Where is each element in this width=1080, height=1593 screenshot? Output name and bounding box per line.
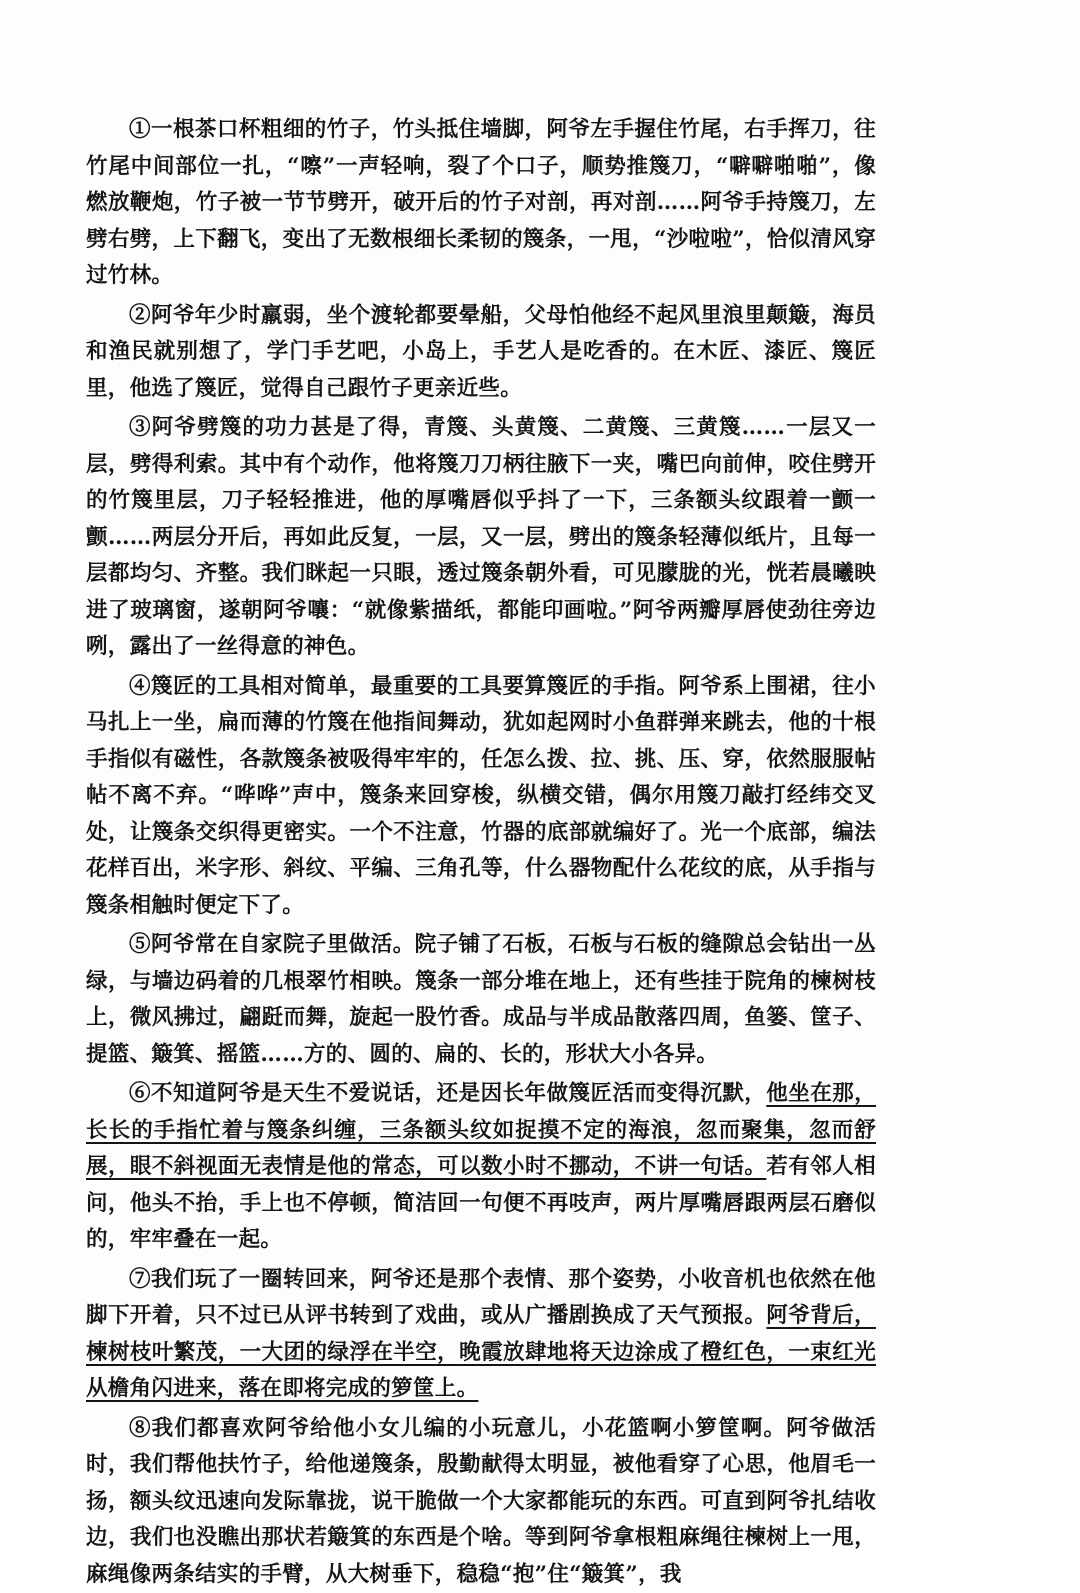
paragraph-7: [86, 1262, 876, 1408]
paragraph-4: [86, 669, 876, 925]
paragraph-5: [86, 927, 876, 1073]
paragraph-6: [86, 1076, 876, 1259]
paragraph-6-text-lead: ⑥不知道阿爷是天生不爱说话，还是因长年做篾匠活而变得沉默，: [129, 1081, 766, 1106]
paragraph-2: [86, 298, 876, 408]
paragraph-1: [86, 112, 876, 295]
paragraph-3: [86, 410, 876, 666]
article-body: [86, 112, 876, 1593]
paragraph-5-text: ⑤阿爷常在自家院子里做活。院子铺了石板，石板与石板的缝隙总会钻出一丛绿，与墙边码着的几根翠竹相映。篾条一部分堆在地上，还有些挂于院角的楝树枝上，微风拂过，翩跹而舞，旋起一股竹香。成品与半成品散落四周，鱼篓、筐子、提篮、簸箕、摇篮……方的、圆的、扁的、长的，形状大小各异。: [86, 932, 876, 1067]
paragraph-1-text: ①一根茶口杯粗细的竹子，竹头抵住墙脚，阿爷左手握住竹尾，右手挥刀，往竹尾中间部位一扎，“嚓”一声轻响，裂了个口子，顺势推篾刀，“噼噼啪啪”，像燃放鞭炮，竹子被一节节劈开，破开后的竹子对剖，再对剖……阿爷手持篾刀，左劈右劈，上下翻飞，变出了无数根细长柔韧的篾条，一甩，“沙啦啦”，恰似清风穿过竹林。: [86, 117, 876, 288]
paragraph-4-text: ④篾匠的工具相对简单，最重要的工具要算篾匠的手指。阿爷系上围裙，往小马扎上一坐，扁而薄的竹篾在他指间舞动，犹如起网时小鱼群弹来跳去，他的十根手指似有磁性，各款篾条被吸得牢牢的，任怎么拨、拉、挑、压、穿，依然服服帖帖不离不弃。“哗哗”声中，篾条来回穿梭，纵横交错，偶尔用篾刀敲打经纬交叉处，让篾条交织得更密实。一个不注意，竹器的底部就编好了。光一个底部，编法花样百出，米字形、斜纹、平编、三角孔等，什么器物配什么花纹的底，从手指与篾条相触时便定下了。: [86, 674, 876, 918]
paragraph-7-text-lead: ⑦我们玩了一圈转回来，阿爷还是那个表情、那个姿势，小收音机也依然在他脚下开着，只不过已从评书转到了戏曲，或从广播剧换成了天气预报。: [86, 1267, 876, 1329]
paragraph-6-text-tail: 若有邻人相问，他头不抬，手上也不停顿，简洁回一句便不再吱声，两片厚嘴唇跟两层石磨似的，牢牢叠在一起。: [86, 1154, 876, 1252]
paragraph-7-underlined-text: 阿爷背后，楝树枝叶繁茂，一大团的绿浮在半空，晚霞放肆地将天边涂成了橙红色，一束红光从檐角闪进来，落在即将完成的箩筐上。: [86, 1303, 876, 1401]
paragraph-8-text: ⑧我们都喜欢阿爷给他小女儿编的小玩意儿，小花篮啊小箩筐啊。阿爷做活时，我们帮他扶竹子，给他递篾条，殷勤献得太明显，被他看穿了心思，他眉毛一扬，额头纹迅速向发际靠拢，说干脆做一个大家都能玩的东西。可直到阿爷扎结收边，我们也没瞧出那状若簸箕的东西是个啥。等到阿爷拿根粗麻绳往楝树上一甩，麻绳像两条结实的手臂，从大树垂下，稳稳“抱”住“簸箕”，我: [86, 1416, 876, 1587]
paragraph-8: [86, 1411, 876, 1593]
paragraph-3-text: ③阿爷劈篾的功力甚是了得，青篾、头黄篾、二黄篾、三黄篾……一层又一层，劈得利索。其中有个动作，他将篾刀刀柄往腋下一夹，嘴巴向前伸，咬住劈开的竹篾里层，刀子轻轻推进，他的厚嘴唇似乎抖了一下，三条额头纹跟着一颤一颤……两层分开后，再如此反复，一层，又一层，劈出的篾条轻薄似纸片，且每一层都均匀、齐整。我们眯起一只眼，透过篾条朝外看，可见朦胧的光，恍若晨曦映进了玻璃窗，遂朝阿爷嚷：“就像紫描纸，都能印画啦。”阿爷两瓣厚唇使劲往旁边咧，露出了一丝得意的神色。: [86, 415, 876, 659]
paragraph-2-text: ②阿爷年少时羸弱，坐个渡轮都要晕船，父母怕他经不起风里浪里颠簸，海员和渔民就别想了，学门手艺吧，小岛上，手艺人是吃香的。在木匠、漆匠、篾匠里，他选了篾匠，觉得自己跟竹子更亲近些。: [86, 303, 876, 401]
paragraph-6-underlined-text: 他坐在那，长长的手指忙着与篾条纠缠，三条额头纹如捉摸不定的海浪，忽而聚集，忽而舒展，眼不斜视面无表情是他的常态，可以数小时不挪动，不讲一句话。: [86, 1081, 876, 1179]
